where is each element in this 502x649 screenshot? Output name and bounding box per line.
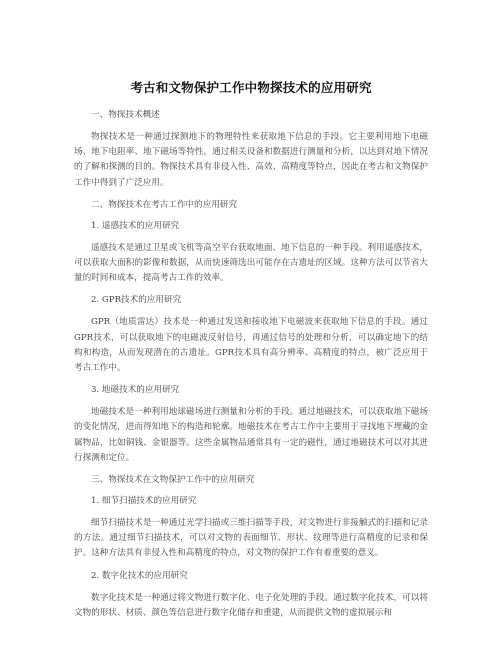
document-title: 考古和文物保护工作中物探技术的应用研究 [130, 80, 372, 95]
section-heading-2: 二、物探技术在考古工作中的应用研究 [91, 199, 238, 210]
subsection-heading-2-1: 1. 遥感技术的应用研究 [91, 220, 180, 231]
section-heading-1: 一、物探技术概述 [91, 110, 160, 120]
paragraph-remote-sensing: 遥感技术是通过卫星或飞机等高空平台获取地面、地下信息的一种手段。利用遥感技术，可以获取大面积的影像和数据，从而快速筛选出可能存在古遗址的区域。这种方法可以节省大量的时间和成本，提高考古工作的效率。 [74, 242, 428, 284]
subsection-heading-3-2: 2. 数字化技术的应用研究 [91, 570, 188, 581]
subsection-heading-2-3: 3. 地磁技术的应用研究 [91, 385, 180, 396]
paragraph-digitization: 数字化技术是一种通过将文物进行数字化、电子化处理的手段。通过数字化技术，可以将文物的形状、材质、颜色等信息进行数字化储存和重建，从而提供文物的虚拟展示和 [74, 592, 428, 618]
section-heading-3: 三、物探技术在文物保护工作中的应用研究 [91, 475, 255, 486]
paragraph-gpr: GPR（地质雷达）技术是一种通过发送和接收地下电磁波来获取地下信息的手段。通过GPR技术，可以获取地下的电磁波反射信号，再通过信号的处理和分析，可以确定地下的结构和构造，从而发现潜在的古遗址。GPR技术具有高分辨率、高精度的特点，被广泛应用于考古工作中。 [74, 317, 428, 374]
subsection-heading-2-2: 2. GPR技术的应用研究 [91, 295, 182, 306]
paragraph-overview: 物探技术是一种通过探测地下的物理特性来获取地下信息的手段。它主要利用地下电磁场、地下电阻率、地下磁场等特性，通过相关设备和数据进行测量和分析，以达到对地下情况的了解和探测的目的。物探技术具有非侵入性、高效、高精度等特点，因此在考古和文物保护工作中得到了广泛应用。 [74, 132, 428, 188]
paragraph-geomagnetic: 地磁技术是一种利用地球磁场进行测量和分析的手段。通过地磁技术，可以获取地下磁场的变化情况，进而得知地下的构造和轮廓。地磁技术在考古工作中主要用于寻找地下埋藏的金属物品，比如铜钱、金银器等。这些金属物品通常具有一定的磁性，通过地磁技术可以对其进行探测和定位。 [74, 407, 428, 463]
document-page [74, 78, 428, 621]
paragraph-detail-scanning: 细节扫描技术是一种通过光学扫描或三维扫描等手段，对文物进行非接触式的扫描和记录的方法。通过细节扫描技术，可以对文物的表面细节、形状、纹理等进行高精度的记录和保护。这种方法具有非侵入性和高精度的特点，对文物的保护工作有着重要的意义。 [74, 518, 428, 559]
subsection-heading-3-1: 1. 细节扫描技术的应用研究 [91, 496, 197, 507]
